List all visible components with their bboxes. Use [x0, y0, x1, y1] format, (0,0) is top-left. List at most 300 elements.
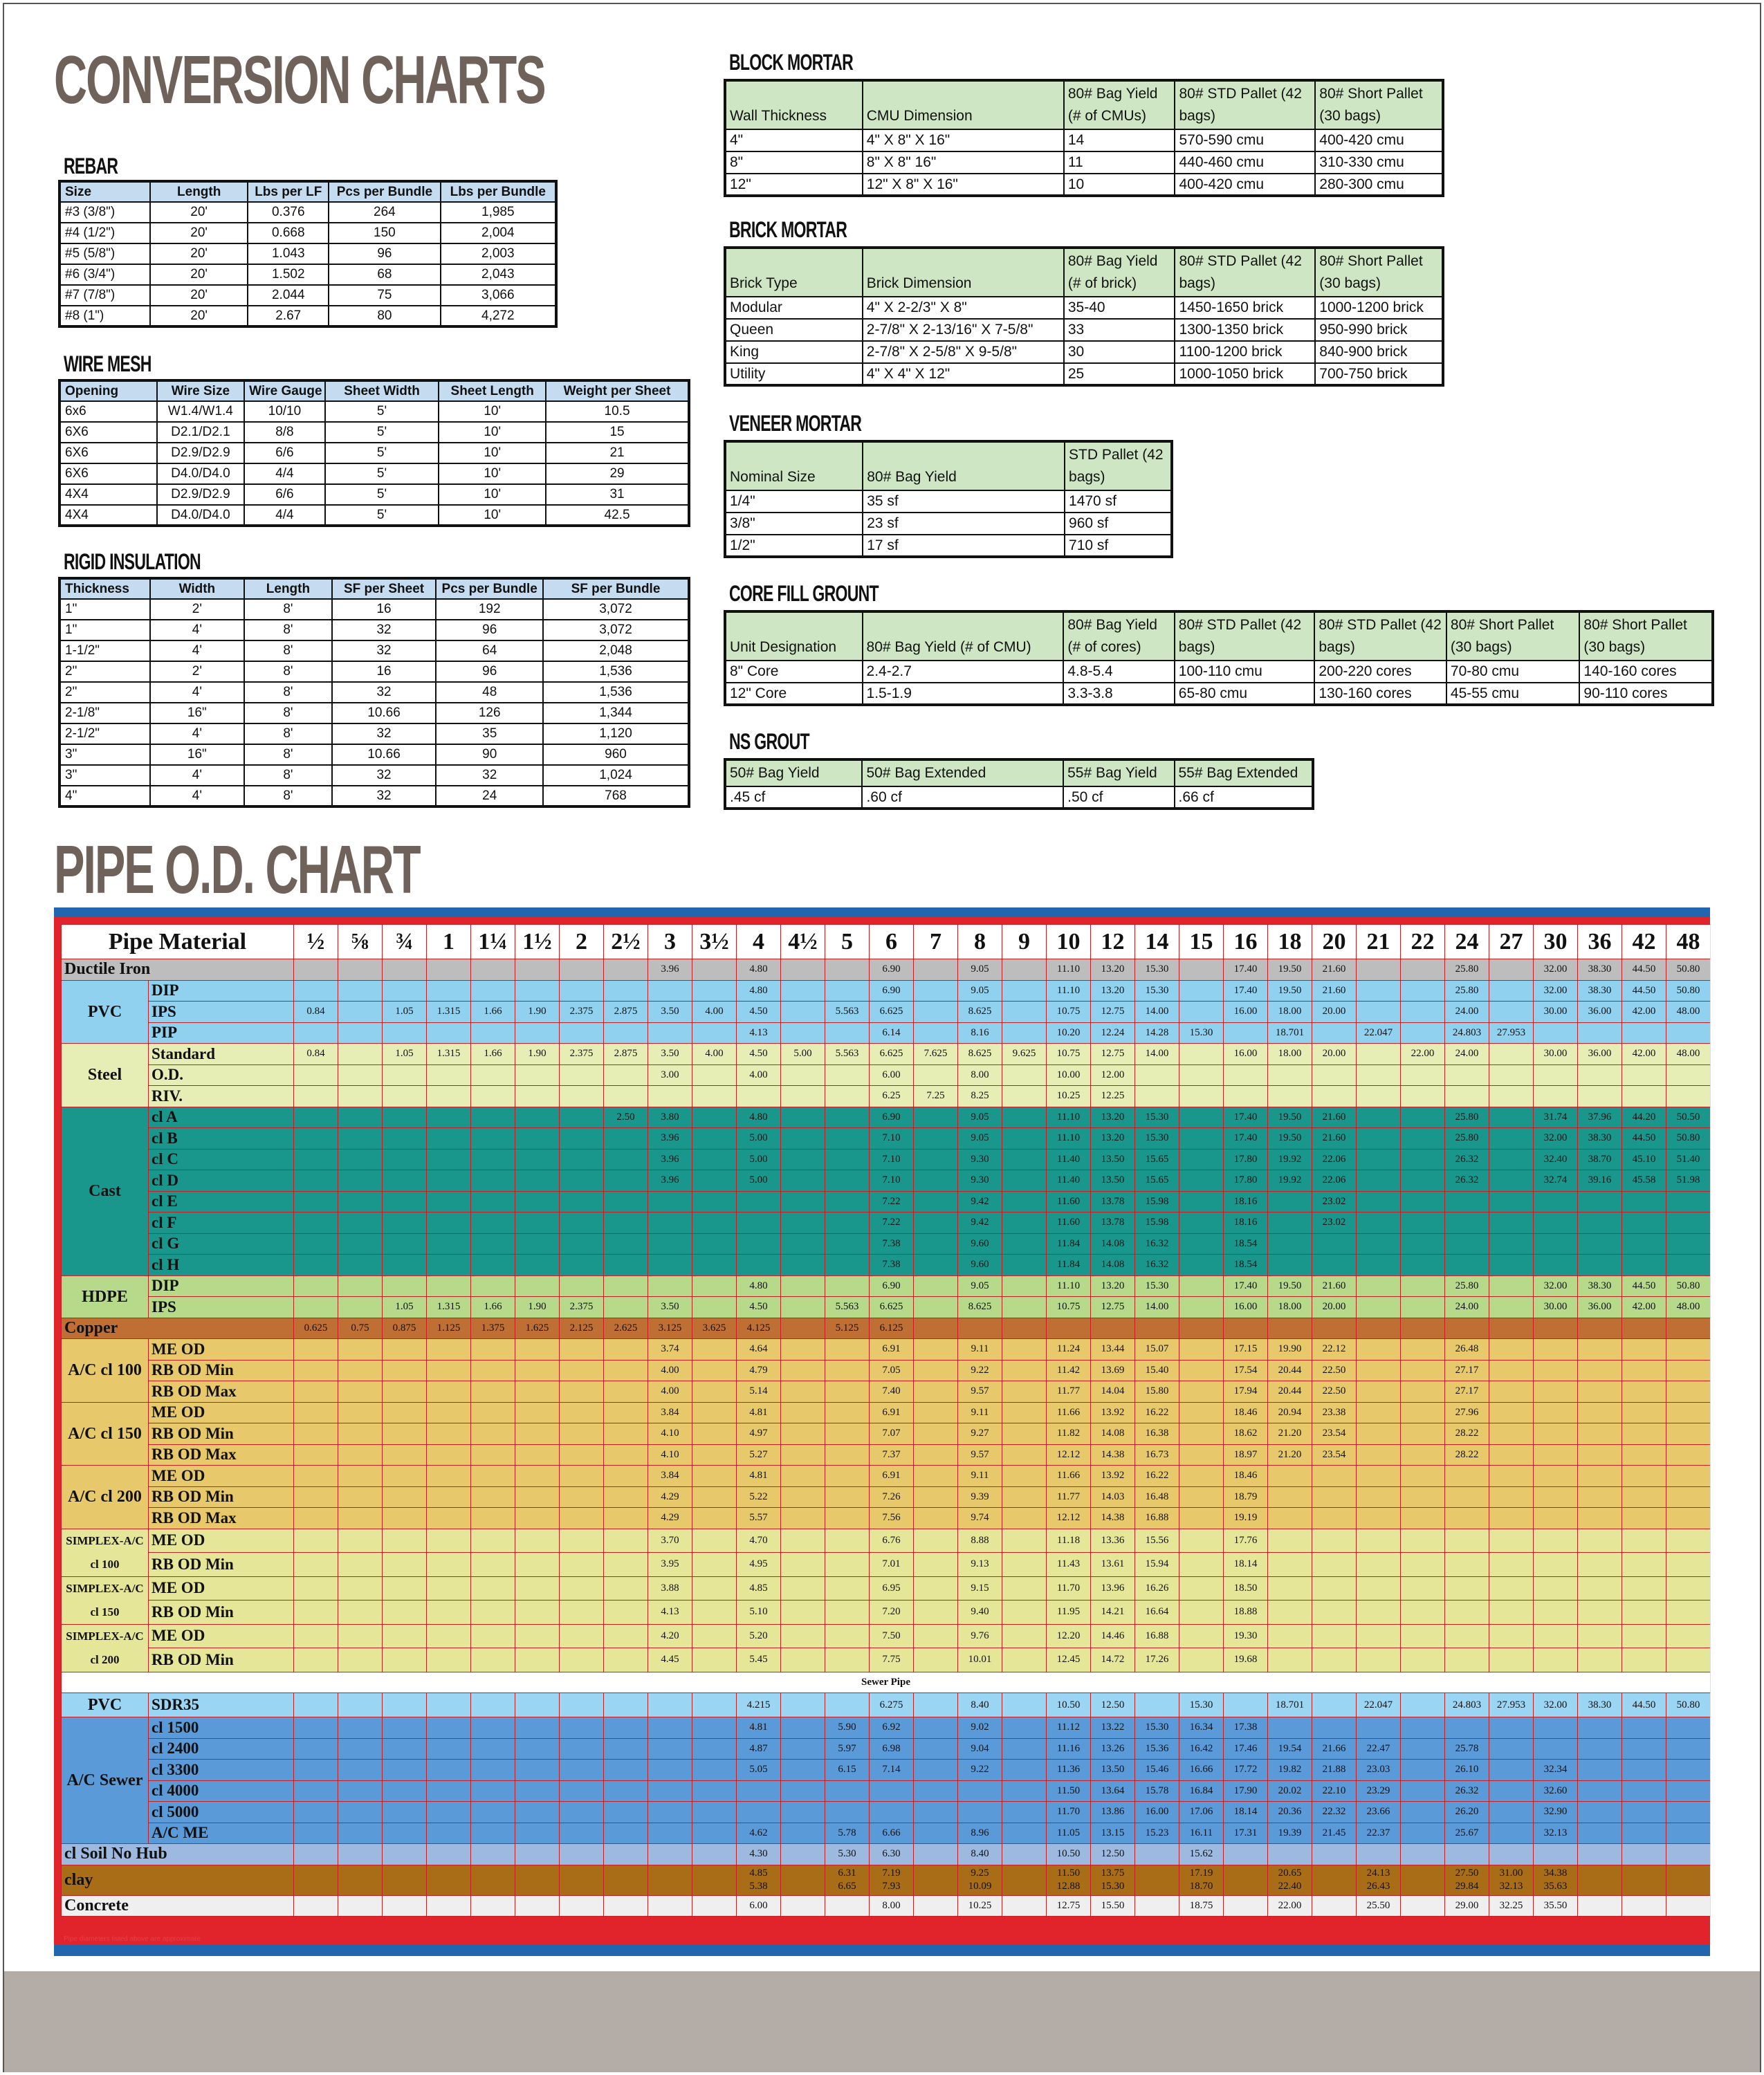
- table-cell: 2-1/2": [59, 723, 150, 744]
- pipe-value-cell: [648, 1693, 692, 1717]
- pipe-value-cell: [692, 1170, 737, 1192]
- pipe-value-cell: [648, 1823, 692, 1844]
- pipe-value-cell: [515, 1064, 560, 1086]
- pipe-value-cell: [1002, 1107, 1047, 1128]
- pipe-value-cell: [383, 1128, 427, 1150]
- pipe-value-cell: [604, 1086, 648, 1107]
- table-cell: 140-160 cores: [1579, 661, 1713, 683]
- pipe-value-cell: 13.50: [1091, 1149, 1135, 1170]
- pipe-value-cell: 9.22: [958, 1360, 1002, 1381]
- table-cell: 8': [244, 723, 332, 744]
- pipe-value-cell: [1268, 1233, 1312, 1255]
- pipe-value-cell: 22.06: [1312, 1149, 1357, 1170]
- pipe-value-cell: [427, 1339, 471, 1361]
- pipe-value-cell: 21.45: [1312, 1823, 1357, 1844]
- pipe-value-cell: [1268, 1212, 1312, 1234]
- pipe-value-cell: 18.88: [1224, 1601, 1268, 1625]
- pipe-value-cell: [604, 1444, 648, 1466]
- pipe-value-cell: [692, 1624, 737, 1648]
- pipe-value-cell: [1666, 1717, 1711, 1739]
- pipe-value-cell: 1.05: [383, 1002, 427, 1023]
- table-cell: 5': [325, 443, 439, 463]
- pipe-value-cell: [1534, 1624, 1578, 1648]
- table-cell: 5': [325, 505, 439, 526]
- column-header: Wall Thickness: [725, 80, 863, 129]
- pipe-value-cell: [692, 1693, 737, 1717]
- pipe-value-cell: [1002, 1823, 1047, 1844]
- pipe-value-cell: [1002, 1002, 1047, 1023]
- pipe-value-cell: 12.50: [1091, 1844, 1135, 1865]
- pipe-value-cell: [1401, 1648, 1445, 1672]
- pipe-value-cell: 5.00: [781, 1044, 825, 1065]
- pipe-value-cell: [1666, 1601, 1711, 1625]
- column-header: 80# Bag Yield: [863, 441, 1065, 490]
- pipe-value-cell: [1357, 1318, 1401, 1339]
- table-cell: 10.66: [332, 703, 437, 723]
- pipe-value-cell: [294, 1466, 338, 1487]
- conversion-title: CONVERSION CHARTS: [54, 42, 545, 118]
- pipe-subtype-label: cl E: [149, 1191, 294, 1212]
- pipe-value-cell: [1666, 1466, 1711, 1487]
- table-cell: 4" X 2-2/3" X 8": [863, 297, 1064, 319]
- pipe-value-cell: 11.40: [1047, 1149, 1091, 1170]
- pipe-value-cell: 15.94: [1135, 1553, 1179, 1577]
- table-cell: 310-330 cmu: [1315, 151, 1443, 174]
- pipe-value-cell: 24.00: [1445, 1044, 1489, 1065]
- pipe-value-cell: [294, 1717, 338, 1739]
- pipe-value-cell: [1534, 1086, 1578, 1107]
- pipe-value-cell: [1622, 1823, 1666, 1844]
- pipe-value-cell: 4.50: [737, 1044, 781, 1065]
- pipe-value-cell: [1268, 1553, 1312, 1577]
- pipe-value-cell: 10.75: [1047, 1044, 1091, 1065]
- pipe-value-cell: 11.84: [1047, 1233, 1091, 1255]
- pipe-value-cell: [1401, 1022, 1445, 1044]
- table-cell: 68: [329, 264, 440, 285]
- pipe-row: [62, 1107, 1711, 1128]
- table-cell: 1470 sf: [1065, 490, 1172, 513]
- pipe-row: [62, 1529, 1711, 1553]
- pipe-subtype-label: RB OD Min: [149, 1601, 294, 1625]
- pipe-value-cell: [338, 1381, 383, 1403]
- pipe-value-cell: [383, 1624, 427, 1648]
- pipe-value-cell: 44.50: [1622, 1128, 1666, 1150]
- pipe-value-cell: 32.25: [1489, 1895, 1534, 1917]
- pipe-value-cell: 6.90: [870, 1107, 914, 1128]
- table-cell: 20': [150, 264, 248, 285]
- table-row: [59, 505, 689, 526]
- table-cell: 4': [150, 786, 245, 806]
- table-cell: 45-55 cmu: [1446, 683, 1580, 705]
- pipe-value-cell: 4.64: [737, 1339, 781, 1361]
- pipe-value-cell: [914, 1717, 958, 1739]
- pipe-value-cell: [515, 1149, 560, 1170]
- pipe-value-cell: 24.00: [1445, 1002, 1489, 1023]
- pipe-value-cell: [471, 1191, 515, 1212]
- pipe-value-cell: [692, 1423, 737, 1445]
- table-cell: 2.044: [248, 285, 329, 306]
- pipe-value-cell: 9.40: [958, 1601, 1002, 1625]
- pipe-value-cell: [427, 1191, 471, 1212]
- column-header: Nominal Size: [725, 441, 863, 490]
- pipe-value-cell: [781, 1212, 825, 1234]
- table-cell: 5': [325, 463, 439, 484]
- pipe-value-cell: [338, 1738, 383, 1760]
- pipe-value-cell: 20.00: [1312, 1044, 1357, 1065]
- pipe-value-cell: [1489, 1128, 1534, 1150]
- pipe-value-cell: [1312, 1601, 1357, 1625]
- pipe-value-cell: [692, 1780, 737, 1802]
- pipe-value-cell: 14.00: [1135, 1044, 1179, 1065]
- pipe-value-cell: 5.00: [737, 1128, 781, 1150]
- pipe-value-cell: [781, 1233, 825, 1255]
- pipe-value-cell: 5.30: [825, 1844, 870, 1865]
- pipe-value-cell: 15.07: [1135, 1339, 1179, 1361]
- pipe-value-cell: [294, 1402, 338, 1423]
- pipe-value-cell: 13.78: [1091, 1212, 1135, 1234]
- pipe-value-cell: 36.00: [1578, 1297, 1622, 1318]
- pipe-value-cell: [427, 1823, 471, 1844]
- pipe-value-cell: 11.43: [1047, 1553, 1091, 1577]
- pipe-value-cell: 0.84: [294, 1002, 338, 1023]
- table-cell: 3,072: [543, 599, 689, 620]
- pipe-value-cell: [338, 1255, 383, 1276]
- pipe-value-cell: 13.86: [1091, 1802, 1135, 1823]
- column-header: 55# Bag Yield: [1063, 759, 1174, 786]
- pipe-value-cell: [427, 1360, 471, 1381]
- pipe-value-cell: 12.75: [1091, 1002, 1135, 1023]
- pipe-value: 17.19: [1189, 1868, 1213, 1879]
- header-row: [725, 759, 1313, 786]
- pipe-value-cell: [781, 1529, 825, 1553]
- column-header: Wire Gauge: [244, 380, 325, 401]
- table-cell: 1.5-1.9: [863, 683, 1064, 705]
- pipe-value-cell: 7.22: [870, 1191, 914, 1212]
- column-header: STD Pallet (42 bags): [1065, 441, 1172, 490]
- pipe-value-cell: 8.16: [958, 1022, 1002, 1044]
- pipe-value-cell: [471, 1717, 515, 1739]
- pipe-value-cell: [1666, 1255, 1711, 1276]
- pipe-value-cell: [1312, 1529, 1357, 1553]
- pipe-value-cell: [648, 1212, 692, 1234]
- pipe-value-cell: [1578, 1402, 1622, 1423]
- pipe-value-cell: [560, 1780, 604, 1802]
- table-cell: 14: [1064, 129, 1175, 151]
- pipe-value-cell: [1401, 1339, 1445, 1361]
- pipe-value-cell: [1002, 1064, 1047, 1086]
- pipe-value-cell: 5.90: [825, 1717, 870, 1739]
- pipe-value-cell: 11.66: [1047, 1402, 1091, 1423]
- table-cell: 25: [1064, 363, 1175, 385]
- pipe-value-cell: [604, 1624, 648, 1648]
- pipe-value-cell: [338, 1022, 383, 1044]
- pipe-value-cell: [1357, 1717, 1401, 1739]
- pipe-value-cell: [294, 1895, 338, 1917]
- pipe-row: [62, 1086, 1711, 1107]
- pipe-value-cell: [914, 1529, 958, 1553]
- pipe-value: 32.13: [1499, 1881, 1523, 1892]
- pipe-value-cell: [560, 1823, 604, 1844]
- pipe-subtype-label: cl D: [149, 1170, 294, 1192]
- pipe-value-cell: 48.00: [1666, 1297, 1711, 1318]
- pipe-value-cell: [1578, 1466, 1622, 1487]
- table-row: [725, 297, 1443, 319]
- pipe-value-cell: [1224, 1086, 1268, 1107]
- pipe-value-cell: [338, 1423, 383, 1445]
- column-header: Brick Type: [725, 248, 863, 297]
- pipe-value-cell: [338, 1601, 383, 1625]
- pipe-value-cell: [604, 1844, 648, 1865]
- pipe-value-cell: [1445, 1576, 1489, 1601]
- pipe-value-cell: [781, 1648, 825, 1672]
- table-cell: W1.4/W1.4: [157, 401, 245, 422]
- column-header: Lbs per Bundle: [441, 181, 556, 202]
- pipe-value-cell: 18.75: [1179, 1895, 1224, 1917]
- table-row: [59, 786, 689, 806]
- pipe-value-cell: [1445, 1508, 1489, 1529]
- column-header: 80# Bag Yield (# of CMUs): [1064, 80, 1175, 129]
- column-header: Thickness: [59, 578, 150, 599]
- pipe-value-cell: [383, 1444, 427, 1466]
- pipe-value-cell: [1268, 1601, 1312, 1625]
- pipe-value-cell: [1578, 1339, 1622, 1361]
- pipe-value-cell: [825, 1149, 870, 1170]
- pipe-value-cell: 11.82: [1047, 1423, 1091, 1445]
- table-cell: 2': [150, 599, 245, 620]
- pipe-value-cell: [560, 980, 604, 1002]
- pipe-value: 26.43: [1366, 1881, 1390, 1892]
- pipe-value-cell: [1489, 1402, 1534, 1423]
- pipe-value-cell: 9.02: [958, 1717, 1002, 1739]
- pipe-value-cell: 15.65: [1135, 1149, 1179, 1170]
- pipe-value-cell: 10.25: [958, 1895, 1002, 1917]
- pipe-subtype-label: IPS: [149, 1297, 294, 1318]
- pipe-value-cell: [471, 1895, 515, 1917]
- pipe-value-cell: [1179, 1212, 1224, 1234]
- table-cell: 31: [546, 484, 689, 505]
- table-row: [59, 401, 689, 422]
- pipe-value-cell: [1622, 1255, 1666, 1276]
- pipe-value-cell: [1268, 1648, 1312, 1672]
- pipe-value-cell: [1179, 1553, 1224, 1577]
- pipe-value-cell: [1401, 1717, 1445, 1739]
- header-row: [59, 181, 556, 202]
- pipe-subtype-label: cl C: [149, 1149, 294, 1170]
- brick-mortar-title: BRICK MORTAR: [729, 217, 847, 242]
- pipe-value-cell: [515, 1191, 560, 1212]
- pipe-value-cell: [781, 1149, 825, 1170]
- pipe-value-cell: [1357, 1233, 1401, 1255]
- pipe-row: [62, 1601, 1711, 1625]
- table-row: [59, 484, 689, 505]
- table-row: [725, 319, 1443, 341]
- pipe-value-cell: [560, 1844, 604, 1865]
- pipe-value-cell: [1534, 1360, 1578, 1381]
- pipe-value-cell: 39.16: [1578, 1170, 1622, 1192]
- pipe-material-label: SIMPLEX-A/C cl 100: [62, 1529, 149, 1576]
- pipe-value-cell: 36.00: [1578, 1044, 1622, 1065]
- pipe-subtype-label: ME OD: [149, 1624, 294, 1648]
- pipe-value-cell: [1622, 1648, 1666, 1672]
- pipe-value-cell: 13.20: [1091, 980, 1135, 1002]
- pipe-row: [62, 1149, 1711, 1170]
- pipe-value-cell: [1622, 1601, 1666, 1625]
- pipe-value-cell: [427, 1780, 471, 1802]
- pipe-value-cell: [560, 1529, 604, 1553]
- pipe-value-cell: [471, 1444, 515, 1466]
- pipe-value-cell: [1357, 1553, 1401, 1577]
- pipe-value-cell: [427, 1170, 471, 1192]
- pipe-value-cell: 19.39: [1268, 1823, 1312, 1844]
- pipe-value-cell: 19.82: [1268, 1760, 1312, 1781]
- table-row: [725, 661, 1713, 683]
- pipe-value-cell: [383, 1802, 427, 1823]
- pipe-value-cell: [1268, 1576, 1312, 1601]
- table-cell: #4 (1/2"): [59, 223, 150, 243]
- pipe-value-cell: [914, 1508, 958, 1529]
- pipe-value-cell: [825, 1107, 870, 1128]
- pipe-row: [62, 1717, 1711, 1739]
- pipe-value-cell: [781, 1760, 825, 1781]
- table-cell: D4.0/D4.0: [157, 463, 245, 484]
- pipe-value-cell: [1179, 1255, 1224, 1276]
- pipe-value-cell: [914, 1002, 958, 1023]
- pipe-value-cell: 7.56: [870, 1508, 914, 1529]
- pipe-value-cell: [1312, 1693, 1357, 1717]
- pipe-value-cell: 50.80: [1666, 1275, 1711, 1297]
- pipe-value-cell: [781, 1508, 825, 1529]
- pipe-value-cell: [1002, 1423, 1047, 1445]
- pipe-value-cell: [914, 959, 958, 981]
- pipe-value-cell: 6.95: [870, 1576, 914, 1601]
- pipe-value-cell: [338, 1002, 383, 1023]
- pipe-value-cell: [1401, 1444, 1445, 1466]
- sewer-pipe-label: Sewer Pipe: [62, 1672, 1711, 1693]
- table-row: [59, 723, 689, 744]
- pipe-value-cell: 6.76: [870, 1529, 914, 1553]
- pipe-value-cell: 15.40: [1135, 1360, 1179, 1381]
- pipe-value-cell: 26.32: [1445, 1149, 1489, 1170]
- pipe-value-cell: [1401, 1466, 1445, 1487]
- pipe-value-cell: [515, 1402, 560, 1423]
- pipe-value-cell: 42.00: [1622, 1297, 1666, 1318]
- pipe-value-cell: 50.50: [1666, 1107, 1711, 1128]
- pipe-value-cell: 27.96: [1445, 1402, 1489, 1423]
- table-cell: 10': [439, 401, 546, 422]
- table-cell: 33: [1064, 319, 1175, 341]
- pipe-value-cell: 1.315: [427, 1002, 471, 1023]
- table-cell: 10': [439, 463, 546, 484]
- pipe-material-label: Concrete: [62, 1895, 294, 1917]
- pipe-value-cell: [825, 1466, 870, 1487]
- pipe-value-cell: 3.96: [648, 1149, 692, 1170]
- pipe-value-cell: [1002, 1624, 1047, 1648]
- pipe-value-cell: [383, 1895, 427, 1917]
- pipe-value-cell: [1179, 1191, 1224, 1212]
- pipe-value-cell: [1534, 1064, 1578, 1086]
- pipe-value-cell: [471, 1086, 515, 1107]
- pipe-value-cell: [515, 1170, 560, 1192]
- pipe-value-cell: 25.78: [1445, 1738, 1489, 1760]
- pipe-value-cell: [294, 1865, 338, 1895]
- table-cell: 20': [150, 223, 248, 243]
- pipe-value-cell: [1002, 1297, 1047, 1318]
- pipe-value-cell: [560, 1624, 604, 1648]
- pipe-value-cell: [294, 1760, 338, 1781]
- table-cell: 5': [325, 484, 439, 505]
- pipe-value-cell: 4.95: [737, 1553, 781, 1577]
- pipe-value-cell: [560, 1086, 604, 1107]
- table-cell: 96: [436, 661, 543, 682]
- pipe-value-cell: [560, 1128, 604, 1150]
- column-header: 80# Bag Yield (# of CMU): [863, 611, 1064, 661]
- pipe-value-cell: [737, 1802, 781, 1823]
- pipe-value-cell: 19.92: [1268, 1149, 1312, 1170]
- pipe-value-cell: 4.30: [737, 1844, 781, 1865]
- pipe-value-cell: [515, 1275, 560, 1297]
- pipe-value-cell: [1179, 1486, 1224, 1508]
- pipe-value-cell: [1666, 1086, 1711, 1107]
- pipe-value-cell: 13.96: [1091, 1576, 1135, 1601]
- pipe-value-cell: [560, 1648, 604, 1672]
- pipe-value-cell: 21.60: [1312, 1107, 1357, 1128]
- pipe-value-cell: [1489, 1381, 1534, 1403]
- table-cell: 8': [244, 703, 332, 723]
- column-header: Pcs per Bundle: [436, 578, 543, 599]
- pipe-value-cell: 4.10: [648, 1444, 692, 1466]
- pipe-value-cell: [825, 1423, 870, 1445]
- pipe-value-cell: [383, 1780, 427, 1802]
- pipe-value-cell: [648, 1802, 692, 1823]
- pipe-value-cell: [1002, 1717, 1047, 1739]
- pipe-value-cell: [1401, 1693, 1445, 1717]
- pipe-value-cell: [1622, 1895, 1666, 1917]
- pipe-value: 9.25: [971, 1868, 989, 1879]
- pipe-value-cell: [1578, 1780, 1622, 1802]
- pipe-value-cell: 25.50: [1357, 1895, 1401, 1917]
- pipe-value-cell: [338, 1064, 383, 1086]
- pipe-value-cell: [1578, 1717, 1622, 1739]
- pipe-value-cell: [471, 1601, 515, 1625]
- pipe-value: 4.85: [749, 1868, 768, 1879]
- pipe-value-cell: 30.00: [1534, 1297, 1578, 1318]
- pipe-value-cell: 15.30: [1135, 980, 1179, 1002]
- table-cell: 1/2": [725, 535, 863, 557]
- pipe-value-cell: [1489, 1529, 1534, 1553]
- pipe-value-cell: [1489, 1648, 1534, 1672]
- pipe-value-cell: [1224, 1844, 1268, 1865]
- pipe-value-cell: 7.26: [870, 1486, 914, 1508]
- pipe-value-cell: [737, 1780, 781, 1802]
- pipe-value-cell: [692, 1128, 737, 1150]
- table-row: [725, 341, 1443, 363]
- pipe-value-cell: [383, 1760, 427, 1781]
- pipe-value-cell: [383, 1553, 427, 1577]
- pipe-value-cell: [1489, 1553, 1534, 1577]
- pipe-value-cell: [1268, 1255, 1312, 1276]
- pipe-value-cell: 32.00: [1534, 1693, 1578, 1717]
- pipe-subtype-label: cl 3300: [149, 1760, 294, 1781]
- pipe-value-cell: [914, 1693, 958, 1717]
- pipe-value-cell: [1357, 1128, 1401, 1150]
- pipe-value-cell: [1445, 1466, 1489, 1487]
- pipe-value-cell: [294, 1844, 338, 1865]
- pipe-value-cell: [1489, 1865, 1534, 1895]
- pipe-value-cell: [560, 1107, 604, 1128]
- pipe-value-cell: [914, 1760, 958, 1781]
- column-header: Opening: [59, 380, 157, 401]
- pipe-value-cell: [692, 1865, 737, 1895]
